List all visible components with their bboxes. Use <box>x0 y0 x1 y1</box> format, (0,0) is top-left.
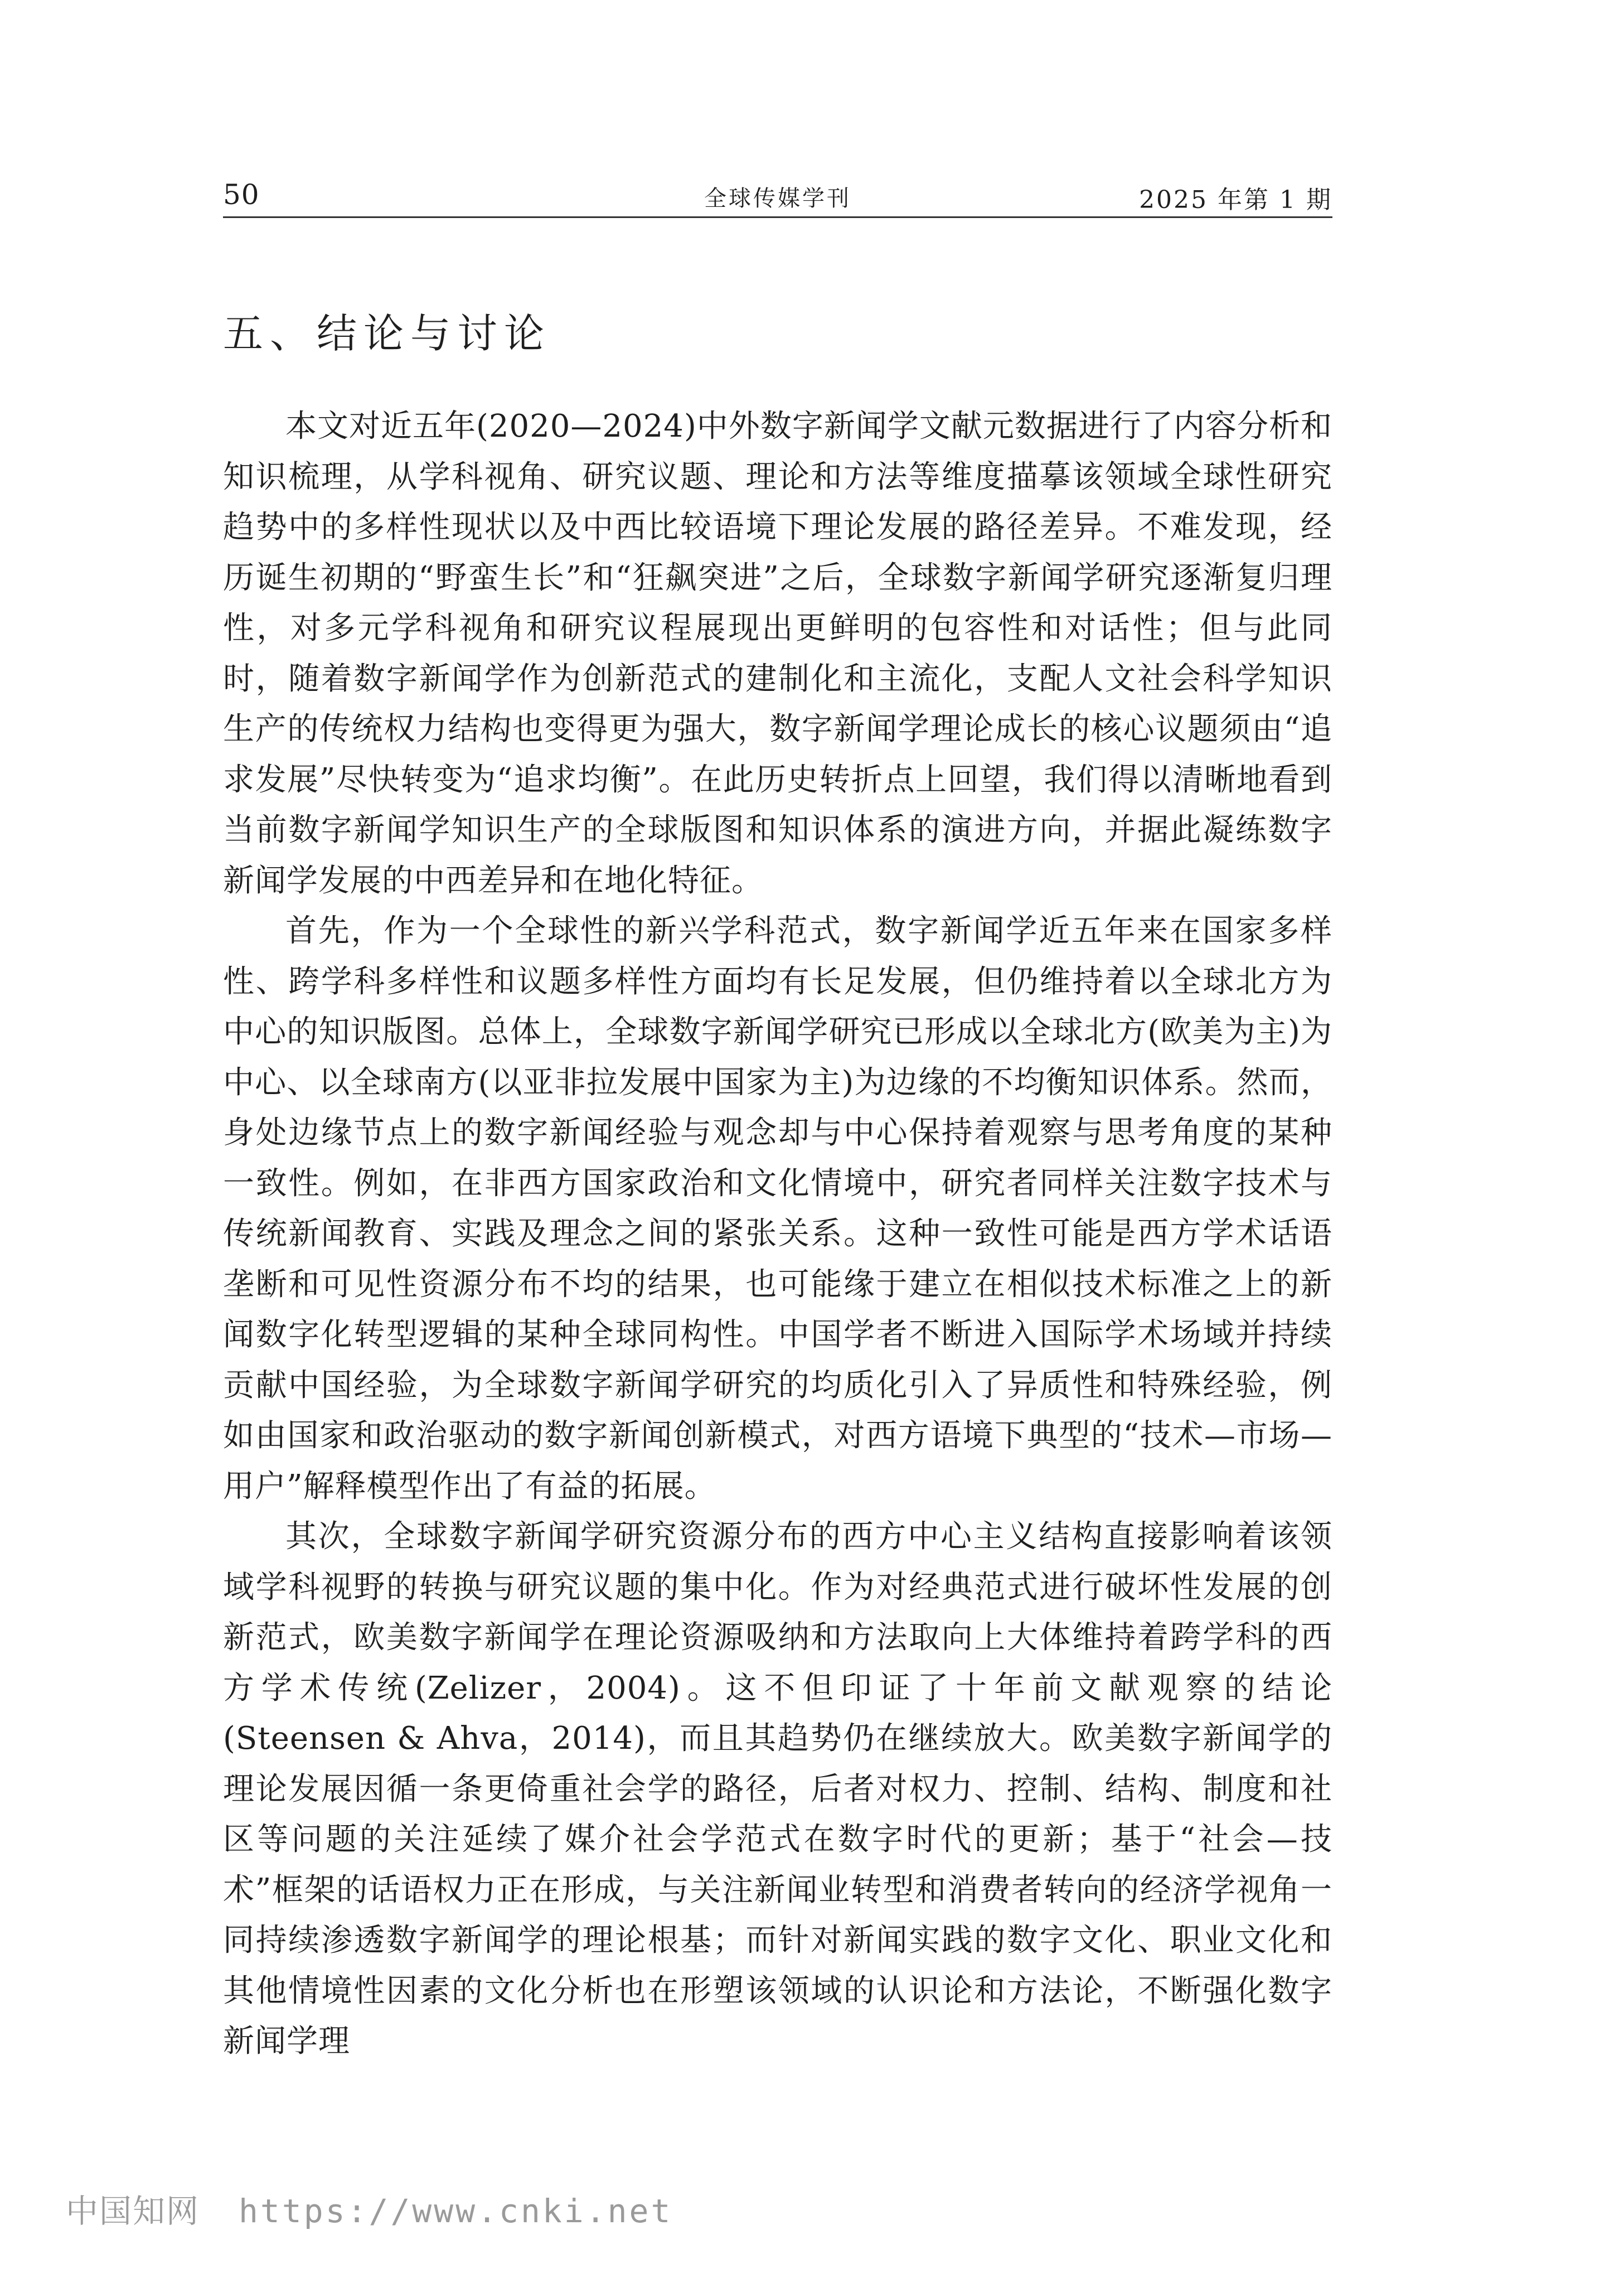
cnki-url[interactable]: https://www.cnki.net <box>239 2192 673 2230</box>
article-body <box>223 402 1332 2067</box>
journal-name: 全球传媒学刊 <box>704 186 851 211</box>
section-title: 五、结论与讨论 <box>223 310 551 357</box>
running-header <box>223 177 1332 218</box>
issue-label: 2025 年第 1 期 <box>1139 186 1332 214</box>
cnki-brand: 中国知网 <box>66 2192 200 2230</box>
cnki-watermark <box>66 2185 672 2232</box>
paragraph-2: 首先，作为一个全球性的新兴学科范式，数字新闻学近五年来在国家多样性、跨学科多样性和议题多样性方面均有长足发展，但仍维持着以全球北方为中心的知识版图。总体上，全球数字新闻学研究已形成以全球北方(欧美为主)为中心、以全球南方(以亚非拉发展中国家为主)为边缘的不均衡知识体系。然而，身处边缘节点上的数字新闻经验与观念却与中心保持着观察与思考角度的某种一致性。例如，在非西方国家政治和文化情境中，研究者同样关注数字技术与传统新闻教育、实践及理念之间的紧张关系。这种一致性可能是西方学术话语垄断和可见性资源分布不均的结果，也可能缘于建立在相似技术标准之上的新闻数字化转型逻辑的某种全球同构性。中国学者不断进入国际学术场域并持续贡献中国经验，为全球数字新闻学研究的均质化引入了异质性和特殊经验，例如由国家和政治驱动的数字新闻创新模式，对西方语境下典型的“技术—市场—用户”解释模型作出了有益的拓展。 <box>223 913 1332 1505</box>
paragraph-1: 本文对近五年(2020—2024)中外数字新闻学文献元数据进行了内容分析和知识梳理，从学科视角、研究议题、理论和方法等维度描摹该领域全球性研究趋势中的多样性现状以及中西比较语境下理论发展的路径差异。不难发现，经历诞生初期的“野蛮生长”和“狂飙突进”之后，全球数字新闻学研究逐渐复归理性，对多元学科视角和研究议程展现出更鲜明的包容性和对话性；但与此同时，随着数字新闻学作为创新范式的建制化和主流化，支配人文社会科学知识生产的传统权力结构也变得更为强大，数字新闻学理论成长的核心议题须由“追求发展”尽快转变为“追求均衡”。在此历史转折点上回望，我们得以清晰地看到当前数字新闻学知识生产的全球版图和知识体系的演进方向，并据此凝练数字新闻学发展的中西差异和在地化特征。 <box>223 408 1332 899</box>
page-number: 50 <box>223 178 260 211</box>
paragraph-3: 其次，全球数字新闻学研究资源分布的西方中心主义结构直接影响着该领域学科视野的转换与研究议题的集中化。作为对经典范式进行破坏性发展的创新范式，欧美数字新闻学在理论资源吸纳和方法取向上大体维持着跨学科的西方学术传统(Zelizer，2004)。这不但印证了十年前文献观察的结论(Steensen & Ahva，2014)，而且其趋势仍在继续放大。欧美数字新闻学的理论发展因循一条更倚重社会学的路径，后者对权力、控制、结构、制度和社区等问题的关注延续了媒介社会学范式在数字时代的更新；基于“社会—技术”框架的话语权力正在形成，与关注新闻业转型和消费者转向的经济学视角一同持续渗透数字新闻学的理论根基；而针对新闻实践的数字文化、职业文化和其他情境性因素的文化分析也在形塑该领域的认识论和方法论，不断强化数字新闻学理 <box>223 1518 1332 2059</box>
